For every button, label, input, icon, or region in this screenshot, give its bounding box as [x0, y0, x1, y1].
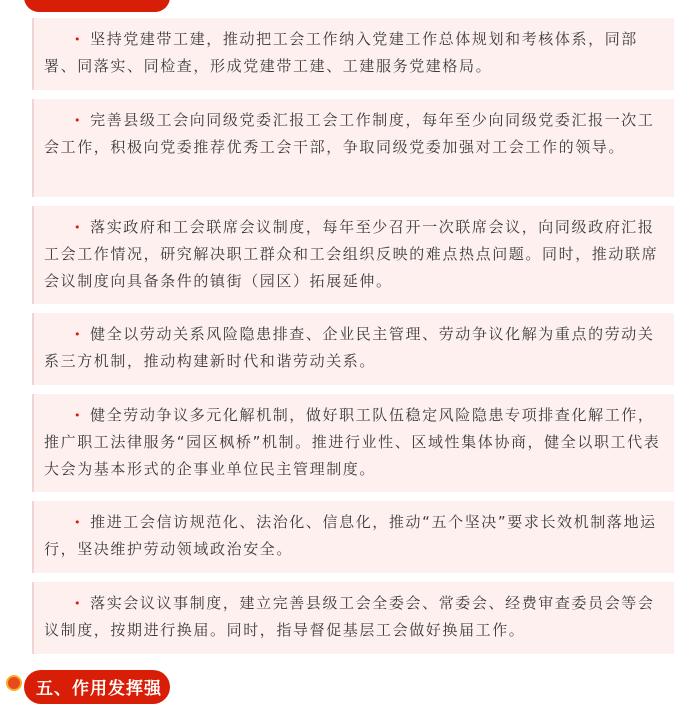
- section-title-5: 五、作用发挥强: [24, 670, 170, 704]
- item-block-3: [32, 206, 674, 304]
- bullet-icon: •: [74, 516, 83, 529]
- item-text-5: 健全劳动争议多元化解机制，做好职工队伍稳定风险隐患专项排查化解工作，推广职工法律服务“园区枫桥”机制。推进行业性、区域性集体协商，健全以职工代表大会为基本形式的企事业单位民主管理制度。: [44, 406, 661, 478]
- item-text-4: 健全以劳动关系风险隐患排查、企业民主管理、劳动争议化解为重点的劳动关系三方机制，推动构建新时代和谐劳动关系。: [44, 325, 655, 370]
- item-text-3: 落实政府和工会联席会议制度，每年至少召开一次联席会议，向同级政府汇报工会工作情况，研究解决职工群众和工会组织反映的难点热点问题。同时，推动联席会议制度向具备条件的镇街（园区）拓展延伸。: [44, 218, 659, 290]
- section-title-banner-top: [24, 0, 170, 12]
- bullet-icon: •: [74, 221, 83, 234]
- item-text-7: 落实会议议事制度，建立完善县级工会全委会、常委会、经费审查委员会等会议制度，按期进行换届。同时，指导督促基层工会做好换届工作。: [44, 594, 655, 639]
- bullet-icon: •: [74, 114, 83, 127]
- item-text-2: 完善县级工会向同级党委汇报工会工作制度，每年至少向同级党委汇报一次工会工作，积极向党委推荐优秀工会干部，争取同级党委加强对工会工作的领导。: [44, 111, 655, 156]
- bullet-icon: •: [74, 409, 83, 422]
- item-block-7: [32, 582, 674, 654]
- item-block-2: [32, 99, 674, 197]
- bullet-icon: •: [74, 328, 83, 341]
- bullet-icon: •: [74, 597, 83, 610]
- item-text-6: 推进工会信访规范化、法治化、信息化，推动“五个坚决”要求长效机制落地运行，坚决维护劳动领域政治安全。: [44, 513, 657, 558]
- section-badge-icon: [6, 675, 22, 691]
- item-block-4: [32, 313, 674, 385]
- item-block-1: [32, 18, 674, 90]
- item-block-6: [32, 501, 674, 573]
- item-block-5: [32, 394, 674, 492]
- bullet-icon: •: [74, 33, 83, 46]
- item-text-1: 坚持党建带工建，推动把工会工作纳入党建工作总体规划和考核体系，同部署、同落实、同检查，形成党建带工建、工建服务党建格局。: [44, 30, 638, 75]
